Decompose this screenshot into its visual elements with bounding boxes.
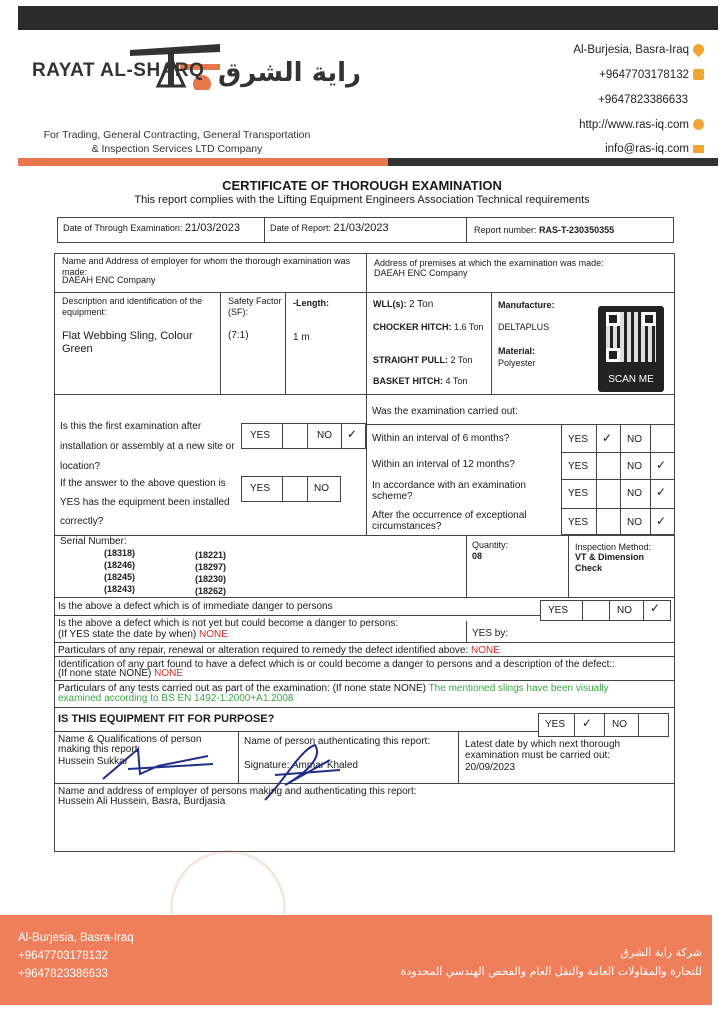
footer-phone-2: +9647823386633	[18, 968, 108, 980]
signature-label: Signature:	[244, 760, 290, 771]
repair-label: Particulars of any repair, renewal or alteration required to remedy the defect identified above:	[58, 645, 469, 656]
latest-date-label-2: examination must be carried out:	[465, 750, 611, 761]
tagline-line-2: & Inspection Services LTD Company	[91, 143, 263, 155]
footer-company-ar: شركة راية الشرق	[620, 946, 702, 959]
q-carried-out: Was the examination carried out:	[372, 406, 518, 417]
contact-website	[579, 119, 704, 131]
exceptional-yes[interactable]: YES	[568, 517, 589, 528]
report-date-value: 21/03/2023	[333, 222, 389, 234]
report-number-label: Report number:	[474, 225, 537, 235]
exam-date-value: 21/03/2023	[184, 222, 240, 234]
manufacture-label: Manufacture:	[498, 300, 555, 310]
employer-persons-label: Name and address of employer of persons making and authenticating this report:	[58, 786, 417, 797]
contact-email	[605, 143, 704, 155]
basket-label: BASKET HITCH:	[373, 376, 443, 386]
quantity-label: Quantity:	[472, 540, 509, 550]
basket-value: 4 Ton	[445, 376, 468, 386]
signature-2	[255, 740, 345, 810]
globe-icon	[693, 119, 704, 130]
tagline-line-1: For Trading, General Contracting, General Transportation	[43, 129, 311, 141]
header-divider	[18, 158, 718, 166]
serial-item: (18230)	[195, 574, 227, 584]
safety-factor-value: (7:1)	[228, 330, 249, 341]
six-months-yes[interactable]: YES	[568, 434, 589, 445]
serial-item: (18243)	[104, 584, 136, 594]
straight-value: 2 Ton	[450, 355, 473, 365]
brand-name-ar: راية الشرق	[218, 58, 362, 88]
serial-col-2	[195, 549, 226, 597]
fit-yes[interactable]: YES	[545, 719, 566, 730]
twelve-months-no[interactable]: NO	[627, 461, 642, 472]
material-label: Material:	[498, 346, 536, 356]
premises-value: DAEAH ENC Company	[374, 268, 468, 278]
signature-1	[98, 744, 218, 784]
employer-label: Name and Address of employer for whom the thorough examination was made:	[62, 256, 351, 277]
scheme-yes[interactable]: YES	[568, 488, 589, 499]
not-yet-danger-hint: (If YES state the date by when)	[58, 629, 197, 640]
mail-icon	[693, 145, 704, 153]
quantity-value: 08	[472, 551, 483, 561]
serial-item: (18221)	[195, 550, 227, 560]
contact-phone-2: +9647823386633	[598, 94, 688, 106]
serial-label: Serial Number:	[60, 536, 127, 547]
length-label: -Length:	[293, 298, 329, 308]
latest-date-value: 20/09/2023	[465, 762, 516, 773]
identification-value: NONE	[154, 668, 184, 679]
q-first-exam: Is this the first examination after installation or assembly at a new site or location?	[60, 421, 235, 472]
twelve-months-yes[interactable]: YES	[568, 461, 589, 472]
material-value: Polyester	[498, 358, 536, 368]
employer-value: DAEAH ENC Company	[62, 275, 156, 285]
fit-for-purpose-label: IS THIS EQUIPMENT FIT FOR PURPOSE?	[58, 713, 275, 725]
identification-label: Identification of any part found to have a defect which is or could become a danger to persons and a description of the defect::	[58, 659, 616, 670]
tagline	[22, 128, 332, 156]
top-bar	[18, 6, 718, 30]
fit-check-icon: ✓	[582, 716, 593, 730]
tests-value-2: examined according to BS EN 1492-1:2000+A1:2008	[58, 693, 294, 704]
footer-address: Al-Burjesia, Basra-Iraq	[18, 932, 134, 944]
first-exam-no[interactable]: NO	[317, 430, 332, 441]
scan-me-label: SCAN ME	[608, 374, 654, 385]
website-text[interactable]: http://www.ras-iq.com	[579, 119, 689, 131]
qr-code[interactable]	[598, 306, 664, 392]
serial-col-1	[104, 547, 135, 595]
authenticator-label: Name of person authenticating this report:	[244, 736, 431, 747]
qualifications-label-1: Name & Qualifications of person	[58, 734, 202, 745]
immediate-no[interactable]: NO	[617, 605, 632, 616]
straight-label: STRAIGHT PULL:	[373, 355, 448, 365]
choker-value: 1.6 Ton	[454, 322, 484, 332]
latest-date-label-1: Latest date by which next thorough	[465, 739, 621, 750]
exceptional-no[interactable]: NO	[627, 517, 642, 528]
tests-value-1: The mentioned slings have been visually	[428, 683, 609, 694]
contact-address	[573, 44, 704, 56]
inspection-method-value: VT & Dimension Check	[575, 552, 645, 573]
serial-item: (18246)	[104, 560, 136, 570]
inspection-method-label: Inspection Method:	[575, 542, 652, 552]
employer-persons-value: Hussein Ali Hussein, Basra, Burdjasia	[58, 796, 226, 807]
q-scheme: In accordance with an examination scheme?	[372, 480, 526, 502]
q-installed-correctly: If the answer to the above question is YES has the equipment been installed correctly?	[60, 478, 230, 527]
scheme-no[interactable]: NO	[627, 488, 642, 499]
email-text[interactable]: info@ras-iq.com	[605, 143, 689, 155]
six-months-check-icon: ✓	[602, 431, 613, 445]
footer-description-ar: للتجارة والمقاولات العامة والنقل العام والفحص الهندسي المحدودة	[400, 965, 702, 978]
report-number-value: RAS-T-230350355	[539, 225, 615, 235]
wll-label: WLL(s):	[373, 299, 407, 309]
first-exam-yes[interactable]: YES	[250, 430, 271, 441]
serial-item: (18297)	[195, 562, 227, 572]
safety-factor-label: Safety Factor (SF):	[228, 296, 282, 317]
contact-phone-1	[599, 69, 704, 81]
identification-hint: (If none state NONE)	[58, 668, 152, 679]
length-value: 1 m	[293, 332, 310, 343]
repair-value: NONE	[471, 645, 500, 656]
immediate-check-icon: ✓	[650, 601, 661, 615]
installed-yes[interactable]: YES	[250, 483, 271, 494]
not-yet-danger-question: Is the above a defect which is not yet but could become a danger to persons:	[58, 618, 399, 629]
manufacture-value: DELTAPLUS	[498, 322, 550, 332]
immediate-danger-question: Is the above a defect which is of immediate danger to persons	[58, 601, 333, 612]
footer-phone-1: +9647703178132	[18, 950, 108, 962]
phone1-text: +9647703178132	[599, 69, 689, 81]
first-exam-check-icon: ✓	[347, 427, 358, 441]
location-pin-icon	[691, 42, 707, 58]
report-date-label: Date of Report:	[270, 223, 332, 233]
six-months-no[interactable]: NO	[627, 434, 642, 445]
q-exceptional: After the occurrence of exceptional circumstances?	[372, 510, 527, 532]
serial-item: (18262)	[195, 586, 227, 596]
wll-value: 2 Ton	[409, 299, 434, 310]
brand-name-en: RAYAT AL-SHARQ	[32, 60, 205, 81]
address-text: Al-Burjesia, Basra-Iraq	[573, 44, 689, 56]
twelve-months-check-icon: ✓	[656, 458, 667, 472]
tests-label: Particulars of any tests carried out as part of the examination: (If none state NONE)	[58, 683, 426, 694]
certificate-title: CERTIFICATE OF THOROUGH EXAMINATION	[222, 178, 502, 193]
serial-item: (18318)	[104, 548, 136, 558]
description-value: Flat Webbing Sling, Colour Green	[62, 330, 193, 355]
exam-date-label: Date of Through Examination:	[63, 223, 183, 233]
exceptional-check-icon: ✓	[656, 514, 667, 528]
immediate-yes[interactable]: YES	[548, 605, 569, 616]
phone-icon	[693, 69, 704, 80]
description-label: Description and identification of the equipment:	[62, 296, 203, 317]
serial-item: (18245)	[104, 572, 136, 582]
q-twelve-months: Within an interval of 12 months?	[372, 459, 515, 470]
qualifications-value: Hussein Sukkar	[58, 756, 129, 767]
premises-label: Address of premises at which the examination was made:	[374, 258, 604, 268]
authenticator-value: Ammar Khaled	[291, 760, 358, 771]
choker-label: CHOCKER HITCH:	[373, 322, 452, 332]
certificate-subtitle: This report complies with the Lifting Equipment Engineers Association Technical requirements	[134, 194, 590, 206]
q-six-months: Within an interval of 6 months?	[372, 433, 510, 444]
qualifications-label-2: making this report:	[58, 744, 141, 755]
scheme-check-icon: ✓	[656, 485, 667, 499]
not-yet-danger-value: NONE	[199, 629, 228, 640]
yes-by-label: YES by:	[472, 628, 509, 639]
fit-no[interactable]: NO	[612, 719, 627, 730]
installed-no[interactable]: NO	[314, 483, 329, 494]
